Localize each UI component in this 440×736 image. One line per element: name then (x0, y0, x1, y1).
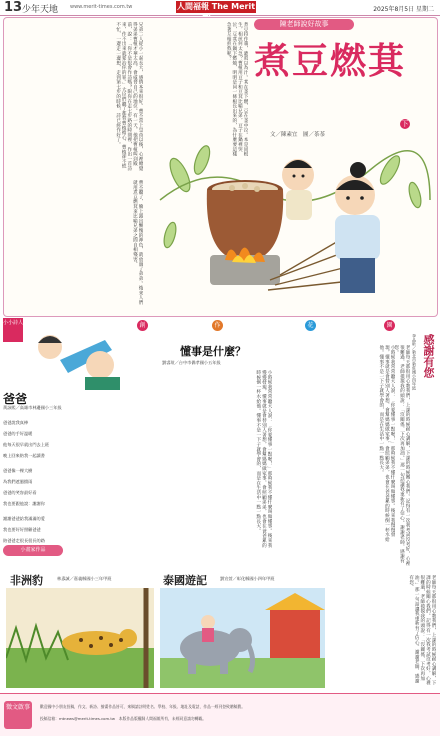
poem-title: 爸爸 (3, 392, 28, 406)
essay2-body-cont: 老師每天都很用心教我們，上課的時候耐心講解，下課的時候關心我們。記得有一次我考試沒考好，心裡很難過，老師摸摸我的頭說：「沒關係，下次再加油。」那一句話讓我重新有了信心。謝謝老師，感謝有您。 (408, 575, 436, 686)
art1-title: 非洲豹 (10, 574, 43, 587)
poem-line: 爸爸的笑容最好看 (3, 490, 37, 495)
footer-line[interactable]: 投稿信箱：mtnews@merit-times.com.tw 本版作品版權歸人間福報所有，未經同意請勿轉載。 (40, 716, 207, 721)
section-name: 少年天地 (22, 5, 59, 15)
site-url[interactable]: www.merit-times.com.tw (70, 4, 133, 10)
section-char-1: 創 (137, 320, 148, 331)
footer (0, 693, 440, 736)
art1-painting (6, 588, 154, 688)
poem-line: 我也要跟他說：謝謝你 (3, 501, 45, 506)
poem-line: 爸爸像一棵大樹 (3, 468, 33, 473)
poem-line: 謝謝爸爸給我滿滿的愛 (3, 516, 45, 521)
poem-label: 小小詩人 (3, 318, 23, 342)
essay2-body: 老師每天都很用心教我們，上課的時候耐心講解，下課的時候關心我們。記得有一次我考試沒考好，心裡很難過，老師摸摸我的頭說：「沒關係，下次再加油。」那一句話讓我重新有了信心。謝謝老師，感謝有您。 (393, 345, 410, 566)
poem-line: 為我們遮風擋雨 (3, 479, 33, 484)
essay2-title: 感謝有您 (422, 334, 435, 378)
poem-line: 爸爸的手好溫暖 (3, 431, 33, 436)
story-illustration (150, 140, 434, 312)
poem-author: 黃詠熙／高雄市林邊國小三年級 (3, 405, 62, 410)
art2-author: 劉宣萱／彰化縣國小四年甲班 (220, 576, 275, 581)
essay1-body-cont: 小時候我常常聽大人說：「你要懂事一點喔！」那時候我不懂什麼叫做懂事。後來我慢慢發現，懂事就是會替別人著想，會幫媽媽做家事，會照顧弟弟，也會在爸爸累的時候倒一杯水給他。懂事不是一下子就學會的，而是在生活中一點一點長大。 (378, 345, 395, 542)
poem-line: 晚上回來陪我一起讀書 (3, 453, 45, 458)
cooking-pot (207, 180, 283, 255)
poem-line: 我也要好好照顧爸爸 (3, 527, 41, 532)
section-char-2: 作 (212, 320, 223, 331)
contest-badge: 徵文啟事 (4, 701, 32, 729)
part-badge: 下 (401, 120, 409, 128)
poem-line: 陪爸爸走很長很長的路 (3, 538, 45, 543)
footer-line: 歡迎國中小朋友投稿，作文、新詩、繪畫作品皆可，來稿請註明姓名、學校、年級、地址及電話，作品一經刊登致贈稿費。 (40, 704, 246, 709)
essay1-author: 劉睿瑄／台中市僑孝國小五年級 (162, 360, 221, 365)
section-char-3: 花 (305, 320, 316, 331)
story-title: 煮豆燃萁 (254, 40, 407, 82)
story-column-a2: 曹丕聽了，臉上露出慚愧的神色，就放過了弟弟。後來人們就用煮豆燃萁來比喻兄弟之間自相殘害。 (132, 180, 143, 305)
art-label: 小畫家作品 (3, 545, 63, 556)
essay2-author: 李品昕／新北市新莊國小四年級 (412, 334, 417, 390)
art2-title: 泰國遊記 (163, 574, 207, 587)
newspaper-logo: 人間福報 The Merit (176, 2, 256, 11)
page-number: 13 (4, 0, 23, 15)
story-byline: 文／陳素宜 圖／茶茶 (270, 132, 326, 138)
page-header (0, 0, 440, 16)
story-column-a: 兄弟二人從小一起長大，感情本來很好。曹丕當上皇帝以後，心裡總覺得弟弟曹植才華太高，會威脅自己的地位。有一天，他把曹植叫到殿前，說：「你不是很會作詩嗎？限你在走七步路的時間裡，作出一首詩來，作不出來就要治你的罪。」大臣們聽了都替曹植擔心，曹植卻不慌不忙，一邊走一邊想，走到第七步的時候，詩已經作好了。 (115, 22, 143, 171)
essay1-title: 懂事是什麼？ (180, 345, 246, 358)
section-char-4: 園 (384, 320, 395, 331)
poem-line: 爸爸說我真棒 (3, 420, 29, 425)
essay1-body: 小時候我常常聽大人說：「你要懂事一點喔！」那時候我不懂什麼叫做懂事。後來我慢慢發現，懂事就是會替別人著想，會幫媽媽做家事，會照顧弟弟，也會在爸爸累的時候倒一杯水給他。懂事不是一下子就學會的，而是在生活中一點一點長大。 (255, 370, 272, 548)
art2-painting (160, 588, 325, 688)
poem-line: 他每天很早就出門去上班 (3, 442, 50, 447)
story-tag: 陳老師說好故事 (254, 19, 354, 30)
issue-date: 2025年8月5日 星期二 (373, 6, 434, 13)
child-large (335, 162, 380, 293)
section-bar (112, 320, 402, 332)
poem-illustration (30, 325, 125, 390)
child-small (282, 159, 314, 220)
story-column-b: 煮豆持作羹，漉菽以為汁。萁在釜下燃，豆在釜中泣。本是同根生，相煎何太急？曹植用豆子和豆萁比喻兄弟，豆子在鍋裡哭泣，豆萁在鍋下燃燒，明明是同一條根長出來的，為什麼要這樣急著互相煎熬呢？ (226, 22, 248, 157)
art1-author: 林彥誠／嘉義縣國小三年甲班 (57, 576, 112, 581)
